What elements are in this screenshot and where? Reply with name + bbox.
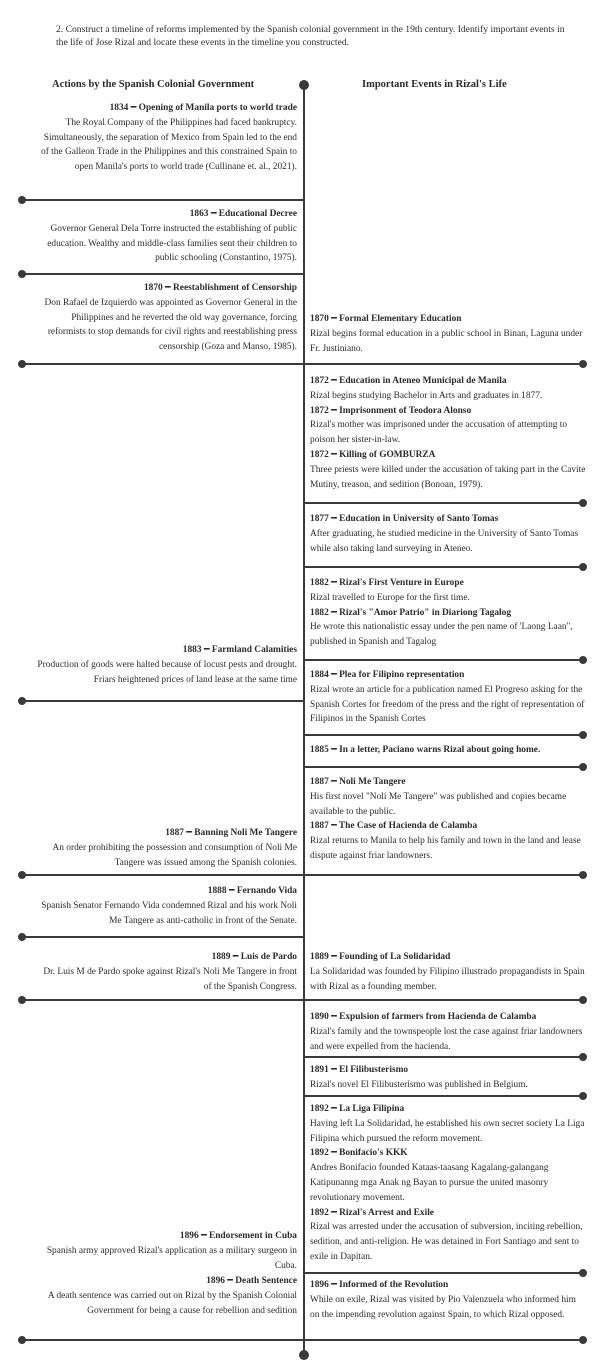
event-description: Having left La Solidaridad, he established his own secret society La Liga Filipina which pursued the reform movement. xyxy=(310,1118,585,1144)
left-divider xyxy=(22,700,303,702)
event-title: 1885 ━ In a letter, Paciano warns Rizal about going home. xyxy=(310,745,541,755)
event-title: 1889 ━ Founding of La Solidaridad xyxy=(310,952,451,962)
left-divider xyxy=(22,273,303,275)
event-title: 1872 ━ Imprisonment of Teodora Alonso xyxy=(310,405,472,416)
event-description: Spanish Senator Fernando Vida condemned Rizal and his work Noli Me Tangere as anti-catholic in front of the Senate. xyxy=(41,900,297,926)
right-divider xyxy=(305,1056,583,1058)
right-divider xyxy=(305,502,583,504)
right-events-1872 xyxy=(310,374,586,492)
right-divider xyxy=(305,659,583,661)
event-title: 1896 ━ Endorsement in Cuba xyxy=(179,1231,297,1241)
axis-top-dot xyxy=(299,80,309,90)
event-description: While on exile, Rizal was visited by Pio Valenzuela who informed him on the impending revolution against Spain, to which Rizal opposed. xyxy=(310,1294,576,1320)
left-divider xyxy=(22,874,303,876)
event-description: After graduating, he studied medicine in the University of Santo Tomas while also taking land surveying in Ateneo. xyxy=(310,528,579,554)
right-divider xyxy=(305,1339,583,1341)
right-event-1891 xyxy=(310,1063,586,1093)
right-events-1887 xyxy=(310,775,586,864)
event-description: Rizal's mother was imprisoned under the accusation of attempting to poison her sister-in-law. xyxy=(310,420,568,446)
left-divider xyxy=(22,199,303,201)
event-title: 1887 ━ Noli Me Tangere xyxy=(310,777,406,787)
event-title: 1892 ━ Rizal's Arrest and Exile xyxy=(310,1207,434,1218)
left-divider-dot xyxy=(18,697,26,705)
event-title: 1834 ━ Opening of Manila ports to world trade xyxy=(109,103,297,113)
event-description: Don Rafael de Izquierdo was appointed as Governor General in the Philippines and he reverted the old way governance, forcing reformists to stop demands for civil rights and reestablishing press censorship (Goza and Manso, 1985). xyxy=(44,297,297,353)
left-event-1888 xyxy=(35,884,297,928)
left-event-1896-cuba xyxy=(35,1229,297,1273)
left-event-1870 xyxy=(35,281,297,355)
right-divider xyxy=(305,999,583,1001)
left-divider-dot xyxy=(18,996,26,1004)
right-divider xyxy=(305,1095,583,1097)
right-divider xyxy=(305,1272,583,1274)
right-divider xyxy=(305,734,583,736)
event-title: 1890 ━ Expulsion of farmers from Hacienda de Calamba xyxy=(310,1012,537,1022)
event-description: An order prohibiting the possession and consumption of Noli Me Tangere was issued among the Spanish colonies. xyxy=(52,842,297,868)
right-divider-dot xyxy=(579,1053,587,1061)
right-divider-dot xyxy=(579,563,587,571)
right-divider-dot xyxy=(579,499,587,507)
event-description: Rizal returns to Manila to help his family and town in the land and lease dispute against friar landowners. xyxy=(310,836,581,861)
event-title: 1896 ━ Informed of the Revolution xyxy=(310,1280,449,1290)
right-divider xyxy=(305,766,583,768)
right-divider-dot xyxy=(579,1336,587,1344)
left-divider xyxy=(22,363,303,365)
left-event-1889 xyxy=(35,950,297,994)
event-description: Dr. Luis M de Pardo spoke against Rizal's Noli Me Tangere in front of the Spanish Congress. xyxy=(43,966,297,992)
timeline-axis xyxy=(303,84,305,1356)
right-divider xyxy=(305,363,583,365)
event-description: Rizal was arrested under the accusation of subversion, inciting rebellion, sedition, and anti-religion. He was detained in Fort Santiago and sent to exile in Dapitan. xyxy=(310,1222,583,1262)
event-title: 1884 ━ Plea for Filipino representation xyxy=(310,670,465,680)
right-divider-dot xyxy=(579,360,587,368)
right-events-1882 xyxy=(310,576,586,650)
right-event-1890 xyxy=(310,1010,586,1054)
event-description: Rizal begins studying Bachelor in Arts and graduates in 1877. xyxy=(310,390,543,401)
event-title: 1882 ━ Rizal's "Amor Patrio" in Diariong Tagalog xyxy=(310,607,512,618)
event-description: Spanish army approved Rizal's application as a military surgeon in Cuba. xyxy=(46,1245,297,1271)
right-divider-dot xyxy=(579,656,587,664)
event-description: Rizal wrote an article for a publication named El Progreso asking for the Spanish Cortes for freedom of the press and the right of representation of Filipinos in the Spanish Cortes xyxy=(310,684,585,725)
event-title: 1882 ━ Rizal's First Venture in Europe xyxy=(310,578,464,588)
event-description: His first novel "Noli Me Tangere" was published and copies became available to the public. xyxy=(310,791,567,817)
event-title: 1888 ━ Fernando Vida xyxy=(207,886,297,896)
event-description: The Royal Company of the Philippines had faced bankruptcy. Simultaneously, the separation of Mexico from Spain led to the end of the Galleon Trade in the Philippines and this constrained Spain to open Manila's ports to world trade (Cullinane et. al., 2021). xyxy=(41,117,297,173)
event-title: 1891 ━ El Filibusterismo xyxy=(310,1065,409,1075)
event-description: Production of goods were halted because of locust pests and drought. Friars heightened prices of land lease at the same time xyxy=(37,659,297,685)
axis-bottom-dot xyxy=(299,1350,309,1360)
right-divider-dot xyxy=(579,1092,587,1100)
event-title: 1887 ━ The Case of Hacienda de Calamba xyxy=(310,821,478,832)
left-divider-dot xyxy=(18,871,26,879)
event-description: A death sentence was carried out on Rizal by the Spanish Colonial Government for being a cause for rebellion and sedition xyxy=(47,1290,297,1316)
event-description: Rizal begins formal education in a public school in Binan, Laguna under Fr. Justiniano. xyxy=(310,328,583,354)
right-column-header: Important Events in Rizal's Life xyxy=(362,79,507,90)
left-event-1896-death xyxy=(35,1274,297,1318)
left-divider xyxy=(22,999,303,1001)
right-event-1889 xyxy=(310,950,586,994)
right-event-1885 xyxy=(310,743,586,758)
right-divider-dot xyxy=(579,731,587,739)
right-event-1884 xyxy=(310,668,586,727)
left-divider-dot xyxy=(18,1336,26,1344)
left-event-1834 xyxy=(35,101,297,175)
event-title: 1892 ━ Bonifacio's KKK xyxy=(310,1148,408,1159)
event-title: 1892 ━ La Liga Filipina xyxy=(310,1104,405,1114)
left-divider xyxy=(22,936,303,938)
event-title: 1870 ━ Formal Elementary Education xyxy=(310,314,462,324)
event-description: Three priests were killed under the accusation of taking part in the Cavite Mutiny, treason, and sedition (Bonoan, 1979). xyxy=(310,464,586,490)
event-title: 1889 ━ Luis de Pardo xyxy=(211,952,297,962)
event-description: Rizal travelled to Europe for the first time. xyxy=(310,592,470,603)
left-divider-dot xyxy=(18,933,26,941)
left-divider-dot xyxy=(18,360,26,368)
left-event-1863 xyxy=(35,207,297,266)
left-event-1887 xyxy=(35,826,297,870)
left-column-header: Actions by the Spanish Colonial Government xyxy=(52,79,255,90)
right-divider xyxy=(305,566,583,568)
event-description: Rizal's family and the townspeople lost the case against friar landowners and were expelled from the hacienda. xyxy=(310,1026,583,1052)
event-description: Andres Bonifacio founded Kataas-taasang Kagalang-galangang Katipunanng mga Anak ng Bayan to pursue the united masonry revolutionary movement. xyxy=(310,1163,549,1203)
event-title: 1872 ━ Education in Ateneo Municipal de Manila xyxy=(310,376,507,386)
event-title: 1896 ━ Death Sentence xyxy=(206,1276,297,1286)
left-divider-dot xyxy=(18,196,26,204)
event-description: La Solidaridad was founded by Filipino illustrado propagandists in Spain with Rizal as a founding member. xyxy=(310,966,585,992)
right-divider-dot xyxy=(579,871,587,879)
event-title: 1877 ━ Education in University of Santo Tomas xyxy=(310,514,499,524)
right-divider-dot xyxy=(579,763,587,771)
left-event-1883 xyxy=(35,643,297,687)
left-divider-dot xyxy=(18,270,26,278)
right-divider-dot xyxy=(579,1269,587,1277)
event-title: 1883 ━ Farmland Calamities xyxy=(182,645,297,655)
left-divider xyxy=(22,1339,303,1341)
right-event-1870 xyxy=(310,312,586,356)
event-title: 1870 ━ Reestablishment of Censorship xyxy=(143,283,297,293)
right-event-1877 xyxy=(310,512,586,556)
event-description: He wrote this nationalistic essay under the pen name of 'Laong Laan", published in Spanish and Tagalog xyxy=(310,622,573,648)
event-title: 1872 ━ Killing of GOMBURZA xyxy=(310,449,436,460)
right-events-1892 xyxy=(310,1102,586,1265)
instructions: 2. Construct a timeline of reforms implemented by the Spanish colonial government in the 19th century. Identify important events in the life of Jose Rizal and locate these events in the timeline you constructed. xyxy=(56,24,565,48)
event-description: Governor General Dela Torre instructed the establishing of public education. Wealthy and middle-class families sent their children to public schooling (Constantino, 1975). xyxy=(47,223,297,264)
right-divider-dot xyxy=(579,996,587,1004)
event-description: Rizal's novel El Filibusterismo was published in Belgium. xyxy=(310,1079,528,1090)
event-title: 1863 ━ Educational Decree xyxy=(189,209,297,219)
right-divider xyxy=(305,874,583,876)
event-title: 1887 ━ Banning Noli Me Tangere xyxy=(165,828,297,838)
right-event-1896 xyxy=(310,1278,586,1322)
